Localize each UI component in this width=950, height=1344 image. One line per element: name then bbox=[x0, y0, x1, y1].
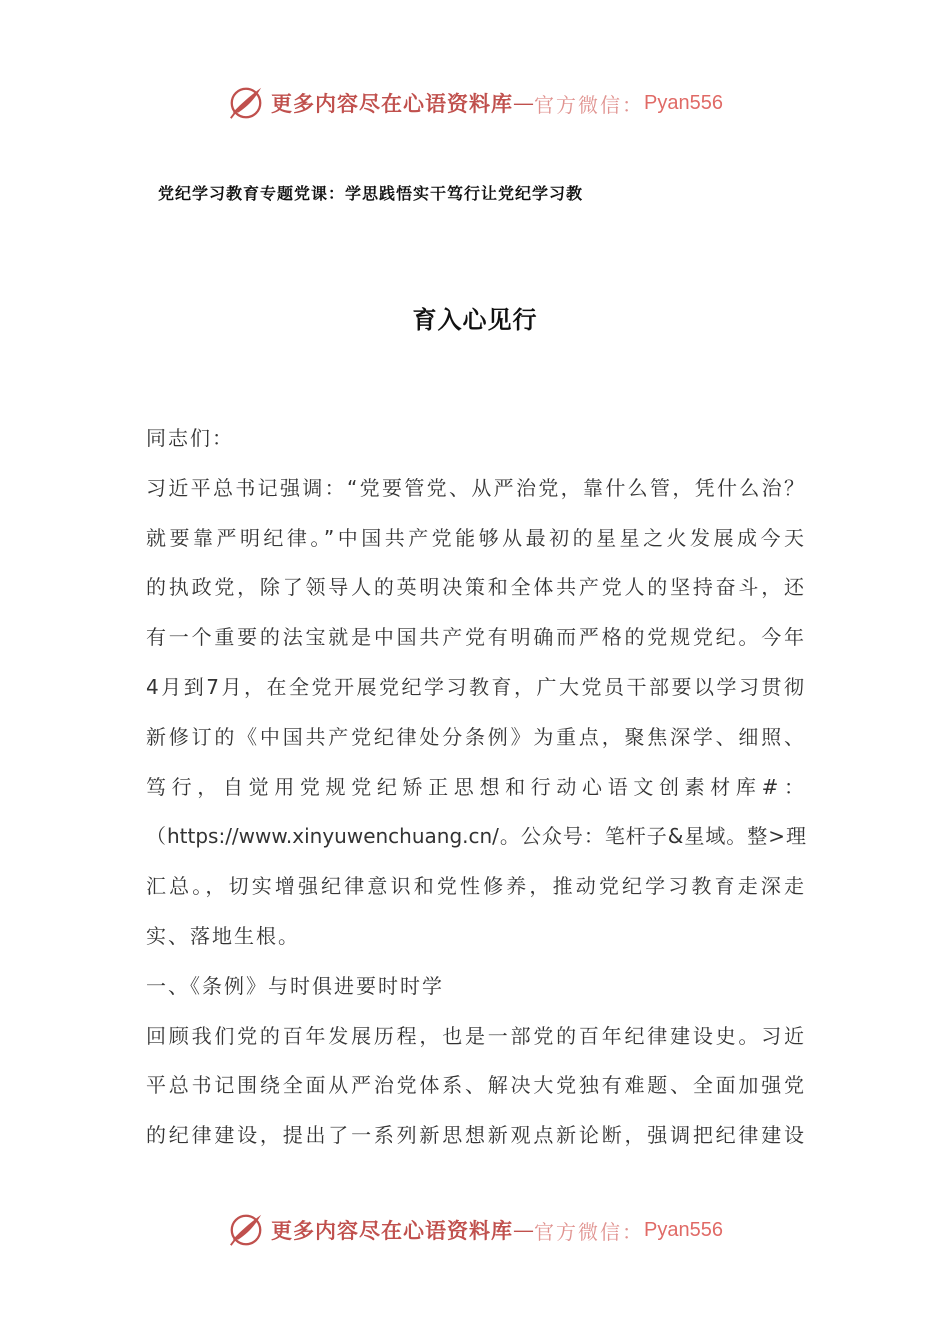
paragraph-1-line: 就要靠严明纪律。”中国共产党能够从最初的星星之火发展成今天 bbox=[146, 525, 806, 550]
paragraph-1-line: 有一个重要的法宝就是中国共产党有明确而严格的党规党纪。今年 bbox=[146, 625, 806, 650]
banner-wechat-id: Pyan556 bbox=[644, 1218, 723, 1241]
banner-dash: — bbox=[513, 91, 535, 115]
document-title-line-2: 育入心见行 bbox=[412, 306, 538, 334]
paragraph-1-line-url: （https://www.xinyuwenchuang.cn/。公众号：笔杆子&星域。整>理 bbox=[146, 824, 806, 849]
header-banner bbox=[0, 78, 950, 128]
banner-promo-text: 更多内容尽在心语资料库 bbox=[271, 1218, 514, 1243]
banner-wechat-id: Pyan556 bbox=[644, 91, 723, 114]
paragraph-1-line: 4月到7月，在全党开展党纪学习教育，广大党员干部要以学习贯彻 bbox=[146, 674, 806, 699]
paragraph-2-line: 回顾我们党的百年发展历程，也是一部党的百年纪律建设史。习近 bbox=[146, 1023, 806, 1048]
quill-logo-icon bbox=[227, 1211, 265, 1249]
paragraph-2-line: 的纪律建设，提出了一系列新思想新观点新论断，强调把纪律建设 bbox=[146, 1123, 806, 1148]
document-title-line-1: 党纪学习教育专题党课：学思践悟实干笃行让党纪学习教 bbox=[158, 184, 584, 203]
banner-dash: — bbox=[513, 1218, 535, 1242]
paragraph-2-line: 平总书记围绕全面从严治党体系、解决大党独有难题、全面加强党 bbox=[146, 1073, 806, 1098]
paragraph-1-line: 汇总。，切实增强纪律意识和党性修养，推动党纪学习教育走深走 bbox=[146, 874, 806, 899]
banner-promo-text: 更多内容尽在心语资料库 bbox=[271, 91, 514, 116]
paragraph-1-line: 新修订的《中国共产党纪律处分条例》为重点，聚焦深学、细照、 bbox=[146, 724, 806, 749]
paragraph-1-line: 习近平总书记强调：“党要管党、从严治党，靠什么管，凭什么治？ bbox=[146, 475, 806, 500]
document-body bbox=[146, 414, 806, 1161]
paragraph-1-line: 笃行，自觉用党规党纪矫正思想和行动心语文创素材库#： bbox=[146, 774, 806, 799]
footer-banner bbox=[0, 1205, 950, 1255]
quill-logo-icon bbox=[227, 84, 265, 122]
paragraph-1-line: 的执政党，除了领导人的英明决策和全体共产党人的坚持奋斗，还 bbox=[146, 575, 806, 600]
banner-official-label: 官方微信： bbox=[534, 1219, 645, 1244]
section-1-heading: 一、《条例》与时俱进要时时学 bbox=[146, 973, 444, 998]
banner-official-label: 官方微信： bbox=[534, 92, 645, 117]
salutation: 同志们： bbox=[146, 426, 234, 450]
paragraph-1-line: 实、落地生根。 bbox=[146, 923, 300, 948]
